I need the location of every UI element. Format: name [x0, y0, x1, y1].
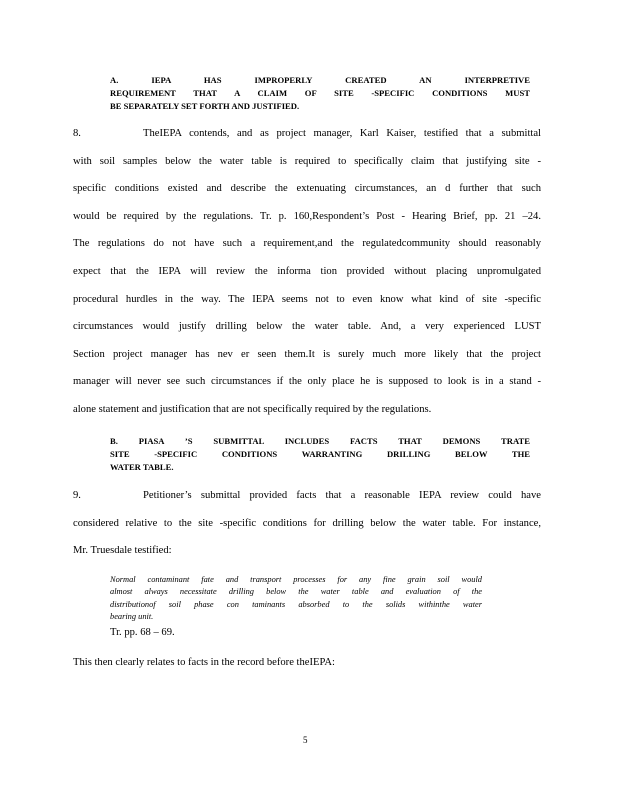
paragraph-line: Mr. Truesdale testified:	[73, 545, 172, 557]
paragraph-9	[73, 482, 541, 565]
paragraph-line: considered relative to the site -specific conditions for drilling below the water table. For instance,	[73, 517, 541, 529]
paragraph-line: Petitioner’s submittal provided facts that a reasonable IEPA review could have	[143, 490, 541, 501]
quote-line: Normal contaminant fate and transport processes for any fine grain soil would	[110, 575, 482, 584]
section-heading-b	[110, 435, 530, 474]
quote-line: distributionof soil phase con taminants absorbed to the solids withinthe water	[110, 599, 482, 609]
block-quote	[110, 574, 482, 623]
paragraph-number: 9.	[73, 490, 81, 501]
heading-b-line: SITE -SPECIFIC CONDITIONS WARRANTING DRILLING BELOW THE	[110, 449, 530, 459]
paragraph-line: circumstances would justify drilling below the water table. And, a very experienced LUST	[73, 321, 541, 333]
paragraph-line: manager will never see such circumstances if the only place he is supposed to look is in a stand -	[73, 376, 541, 388]
paragraph-line: The regulations do not have such a requirement,and the regulatedcommunity should reasonably	[73, 238, 541, 250]
heading-a-line: REQUIREMENT THAT A CLAIM OF SITE -SPECIFIC CONDITIONS MUST	[110, 88, 530, 98]
quote-line: bearing unit.	[110, 611, 154, 621]
paragraph-line: TheIEPA contends, and as project manager, Karl Kaiser, testified that a submittal	[143, 128, 541, 139]
heading-b-line: B. PIASA ’S SUBMITTAL INCLUDES FACTS THAT DEMONS TRATE	[110, 436, 530, 446]
heading-a-line: BE SEPARATELY SET FORTH AND JUSTIFIED.	[110, 101, 300, 111]
paragraph-line: alone statement and justification that are not specifically required by the regulations.	[73, 403, 432, 415]
heading-a-line: A. IEPA HAS IMPROPERLY CREATED AN INTERPRETIVE	[110, 75, 530, 85]
heading-b-line: WATER TABLE.	[110, 462, 174, 472]
page-number: 5	[303, 735, 308, 745]
paragraph-9-first-line	[73, 482, 541, 510]
section-heading-a	[110, 74, 530, 113]
paragraph-8-first-line	[73, 120, 541, 148]
quote-line: almost always necessitate drilling below the water table and evaluation of the	[110, 587, 482, 597]
paragraph-line: specific conditions existed and describe the extenuating circumstances, an d further that such	[73, 183, 541, 195]
paragraph-number: 8.	[73, 128, 81, 139]
paragraph-line: with soil samples below the water table is required to specifically claim that justifying site -	[73, 155, 541, 167]
quote-citation: Tr. pp. 68 – 69.	[110, 627, 175, 638]
paragraph-line: procedural hurdles in the way. The IEPA seems not to even know what kind of site -specific	[73, 293, 541, 305]
paragraph-line: would be required by the regulations. Tr. p. 160,Respondent’s Post - Hearing Brief, pp. 21 –24.	[73, 210, 541, 222]
paragraph-line: expect that the IEPA will review the informa tion provided without placing unpromulgated	[73, 265, 541, 277]
paragraph-8	[73, 120, 541, 424]
closing-sentence: This then clearly relates to facts in the record before theIEPA:	[73, 657, 335, 668]
paragraph-line: Section project manager has nev er seen them.It is surely much more likely that the project	[73, 348, 541, 360]
